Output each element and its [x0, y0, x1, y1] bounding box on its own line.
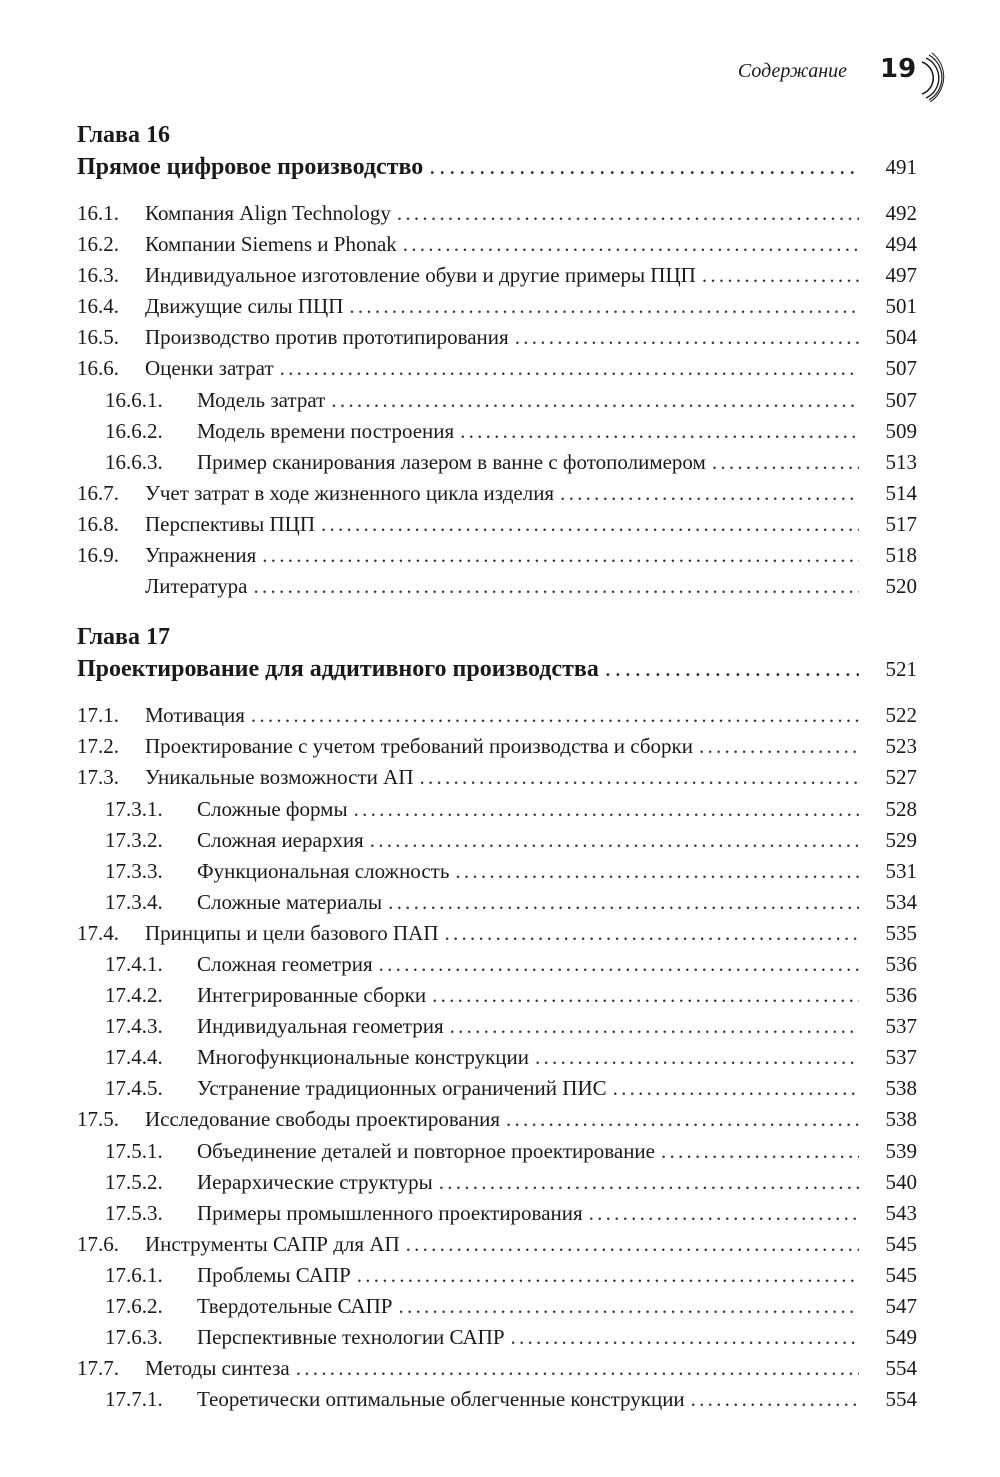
dot-leader — [420, 762, 860, 793]
dot-leader — [511, 1322, 859, 1353]
section-number: 17.5.1. — [105, 1138, 163, 1163]
section-title: Компании Siemens и Phonak — [145, 232, 397, 257]
section-title: Принципы и цели базового ПАП — [145, 920, 439, 945]
dot-leader — [439, 1167, 859, 1198]
section-page-number: 537 — [885, 1014, 917, 1039]
toc-subsection-row[interactable] — [77, 1198, 917, 1229]
section-page-number: 535 — [885, 920, 917, 945]
toc-section-row[interactable] — [77, 229, 917, 260]
section-page-number: 538 — [885, 1107, 917, 1132]
toc-subsection-row[interactable] — [77, 385, 917, 416]
toc-subsection-row[interactable] — [77, 447, 917, 478]
dot-leader — [661, 1136, 859, 1167]
dot-leader — [560, 478, 859, 509]
section-page-number: 507 — [885, 387, 917, 412]
section-title: Устранение традиционных ограничений ПИС — [197, 1076, 607, 1101]
dot-leader — [702, 260, 859, 291]
section-number: 16.4. — [77, 294, 119, 319]
section-title: Иерархические структуры — [197, 1169, 433, 1194]
section-title: Компания Align Technology — [145, 201, 391, 225]
table-of-contents — [77, 120, 917, 1415]
toc-subsection-row[interactable] — [77, 1011, 917, 1042]
section-page-number: 554 — [885, 1387, 917, 1412]
section-page-number: 520 — [885, 574, 917, 599]
section-page-number: 494 — [885, 232, 917, 257]
toc-subsection-row[interactable] — [77, 980, 917, 1011]
section-title: Движущие силы ПЦП — [145, 294, 344, 319]
dot-leader — [613, 1073, 859, 1104]
dot-leader — [253, 571, 859, 602]
section-number: 17.4.2. — [105, 983, 163, 1008]
toc-section-row[interactable] — [77, 509, 917, 540]
section-number: 17.3.2. — [105, 827, 163, 852]
section-page-number: 536 — [885, 983, 917, 1008]
section-title: Твердотельные САПР — [197, 1294, 393, 1318]
dot-leader — [450, 1011, 859, 1042]
dot-leader — [589, 1198, 859, 1229]
chapter-title: Проектирование для аддитивного производства — [77, 656, 599, 683]
section-title: Функциональная сложность — [197, 858, 450, 883]
section-page-number: 531 — [885, 858, 917, 883]
section-title: Теоретически оптимальные облегченные конструкции — [197, 1387, 685, 1412]
chapter-title-row[interactable] — [77, 652, 917, 686]
toc-section-row[interactable] — [77, 478, 917, 509]
section-title: Модель времени построения — [197, 418, 455, 443]
section-number: 16.2. — [77, 232, 119, 257]
section-title: Перспективы ПЦП — [145, 511, 315, 536]
section-number: 17.1. — [77, 703, 119, 728]
section-number: 17.3.4. — [105, 889, 163, 914]
section-number: 17.4.4. — [105, 1045, 163, 1070]
section-title: Объединение деталей и повторное проектирование — [197, 1138, 655, 1163]
dot-leader — [432, 980, 859, 1011]
section-number: 16.9. — [77, 543, 119, 568]
section-title: Перспективные технологии САПР — [197, 1325, 505, 1350]
dot-leader — [262, 540, 859, 571]
section-page-number: 518 — [885, 543, 917, 568]
section-title: Производство против прототипирования — [145, 325, 509, 350]
dot-leader — [535, 1042, 859, 1073]
section-number: 17.4. — [77, 920, 119, 945]
toc-subsection-row[interactable] — [77, 1384, 917, 1415]
toc-section-row[interactable] — [77, 762, 917, 793]
section-page-number: 534 — [885, 889, 917, 914]
toc-section-row[interactable] — [77, 1104, 917, 1135]
dot-leader — [406, 1229, 859, 1260]
section-number: 17.6.2. — [105, 1294, 163, 1318]
toc-section-row[interactable] — [77, 260, 917, 291]
section-page-number: 536 — [885, 951, 917, 976]
dot-leader — [429, 150, 859, 184]
toc-subsection-row[interactable] — [77, 416, 917, 447]
dot-leader — [455, 856, 859, 887]
section-page-number: 507 — [885, 356, 917, 381]
chapter-gap — [77, 602, 917, 622]
toc-section-row[interactable] — [77, 198, 917, 229]
section-number: 16.6.3. — [105, 449, 163, 474]
section-number: 17.4.3. — [105, 1014, 163, 1039]
chapter-block — [77, 622, 917, 1415]
dot-leader — [460, 416, 859, 447]
section-number: 17.4.5. — [105, 1076, 163, 1101]
section-page-number: 528 — [885, 796, 917, 821]
toc-section-row[interactable] — [77, 1353, 917, 1384]
toc-section-row[interactable] — [77, 540, 917, 571]
page-number: 19 — [880, 54, 917, 84]
dot-leader — [506, 1104, 859, 1135]
chapter-page-number: 491 — [885, 155, 917, 179]
section-number: 16.3. — [77, 263, 119, 288]
dot-leader — [357, 1260, 859, 1291]
section-page-number: 517 — [885, 511, 917, 536]
section-page-number: 537 — [885, 1045, 917, 1070]
dot-leader — [321, 509, 859, 540]
section-page-number: 543 — [885, 1200, 917, 1225]
section-page-number: 539 — [885, 1138, 917, 1163]
section-number: 17.3.3. — [105, 858, 163, 883]
toc-section-row[interactable] — [77, 291, 917, 322]
running-title: Содержание — [737, 60, 847, 82]
section-page-number: 540 — [885, 1169, 917, 1194]
dot-leader — [445, 918, 859, 949]
dot-leader — [403, 229, 859, 260]
dot-leader — [280, 353, 859, 384]
toc-subsection-row[interactable] — [77, 887, 917, 918]
section-number: 17.6.1. — [105, 1262, 163, 1287]
section-number: 17.7.1. — [105, 1387, 163, 1412]
section-page-number: 501 — [885, 294, 917, 319]
toc-section-row[interactable] — [77, 700, 917, 731]
dot-leader — [397, 198, 859, 229]
section-title: Инструменты САПР для АП — [145, 1231, 400, 1256]
section-number: 17.6.3. — [105, 1325, 163, 1350]
section-page-number: 545 — [885, 1231, 917, 1256]
section-number: 16.5. — [77, 325, 119, 350]
dot-leader — [691, 1384, 859, 1415]
section-number: 17.5. — [77, 1107, 119, 1132]
section-number: 16.6.2. — [105, 418, 163, 443]
dot-leader — [331, 385, 859, 416]
section-title: Оценки затрат — [145, 356, 274, 381]
chapter-block — [77, 120, 917, 602]
section-number: 17.7. — [77, 1356, 119, 1381]
section-number: 16.8. — [77, 511, 119, 536]
toc-section-row[interactable] — [77, 918, 917, 949]
section-number: 17.3.1. — [105, 796, 163, 821]
dot-leader — [349, 291, 859, 322]
section-page-number: 523 — [885, 734, 917, 759]
section-number: 17.4.1. — [105, 951, 163, 976]
chapter-title: Прямое цифровое производство — [77, 154, 424, 180]
section-title: Исследование свободы проектирования — [145, 1107, 500, 1132]
section-title: Сложная геометрия — [197, 951, 373, 976]
section-number: 16.1. — [77, 201, 119, 225]
section-title: Уникальные возможности АП — [145, 765, 414, 790]
section-title: Индивидуальное изготовление обуви и другие примеры ПЦП — [145, 263, 696, 288]
dot-leader — [712, 447, 859, 478]
section-page-number: 492 — [885, 201, 917, 225]
toc-subsection-row[interactable] — [77, 949, 917, 980]
dot-leader — [379, 949, 859, 980]
toc-section-row[interactable] — [77, 1229, 917, 1260]
section-page-number: 538 — [885, 1076, 917, 1101]
section-title: Мотивация — [145, 703, 245, 728]
toc-subsection-row[interactable] — [77, 1073, 917, 1104]
dot-leader — [388, 887, 859, 918]
section-page-number: 497 — [885, 263, 917, 288]
section-page-number: 527 — [885, 765, 917, 790]
toc-literature-row[interactable] — [77, 571, 917, 602]
dot-leader — [699, 731, 859, 762]
dot-leader — [251, 700, 859, 731]
section-page-number: 513 — [885, 449, 917, 474]
toc-subsection-row[interactable] — [77, 1322, 917, 1353]
toc-section-row[interactable] — [77, 731, 917, 762]
dot-leader — [398, 1291, 859, 1322]
dot-leader — [515, 322, 859, 353]
toc-subsection-row[interactable] — [77, 1260, 917, 1291]
section-title: Сложная иерархия — [197, 827, 364, 852]
toc-subsection-row[interactable] — [77, 856, 917, 887]
section-page-number: 529 — [885, 827, 917, 852]
section-number: 17.6. — [77, 1231, 119, 1256]
section-title: Многофункциональные конструкции — [197, 1045, 529, 1070]
section-page-number: 547 — [885, 1294, 917, 1318]
section-title: Сложные формы — [197, 796, 348, 821]
section-title: Индивидуальная геометрия — [197, 1014, 444, 1039]
section-title: Методы синтеза — [145, 1356, 290, 1381]
dot-leader — [354, 794, 859, 825]
section-number: 17.2. — [77, 734, 119, 759]
section-number: 17.5.2. — [105, 1169, 163, 1194]
section-title: Упражнения — [145, 543, 257, 568]
toc-subsection-row[interactable] — [77, 825, 917, 856]
dot-leader — [605, 652, 859, 686]
section-title: Модель затрат — [197, 387, 326, 412]
chapter-page-number: 521 — [885, 657, 917, 682]
section-page-number: 504 — [885, 325, 917, 350]
toc-section-row[interactable] — [77, 322, 917, 353]
toc-subsection-row[interactable] — [77, 1042, 917, 1073]
section-number: 17.3. — [77, 765, 119, 790]
dot-leader — [296, 1353, 859, 1384]
toc-subsection-row[interactable] — [77, 1136, 917, 1167]
toc-subsection-row[interactable] — [77, 1167, 917, 1198]
section-page-number: 514 — [885, 480, 917, 505]
section-title: Примеры промышленного проектирования — [197, 1200, 583, 1225]
toc-subsection-row[interactable] — [77, 794, 917, 825]
dot-leader — [370, 825, 859, 856]
section-title: Учет затрат в ходе жизненного цикла изделия — [145, 480, 555, 505]
section-title: Проблемы САПР — [197, 1262, 351, 1287]
section-title: Сложные материалы — [197, 889, 383, 914]
section-number: 16.7. — [77, 480, 119, 505]
section-page-number: 549 — [885, 1325, 917, 1350]
section-title: Пример сканирования лазером в ванне с фотополимером — [197, 449, 706, 474]
toc-subsection-row[interactable] — [77, 1291, 917, 1322]
toc-section-row[interactable] — [77, 353, 917, 384]
section-title: Литература — [145, 574, 248, 599]
chapter-label: Глава 16 — [77, 122, 170, 148]
page-header — [0, 52, 1000, 102]
section-page-number: 522 — [885, 703, 917, 728]
section-title: Интегрированные сборки — [197, 983, 427, 1008]
chapter-label: Глава 17 — [77, 624, 170, 651]
section-number: 16.6.1. — [105, 387, 163, 412]
section-page-number: 509 — [885, 418, 917, 443]
section-title: Проектирование с учетом требований производства и сборки — [145, 734, 693, 759]
section-number: 17.5.3. — [105, 1200, 163, 1225]
section-page-number: 554 — [885, 1356, 917, 1381]
chapter-title-row[interactable] — [77, 150, 917, 184]
section-page-number: 545 — [885, 1262, 917, 1287]
section-number: 16.6. — [77, 356, 119, 381]
